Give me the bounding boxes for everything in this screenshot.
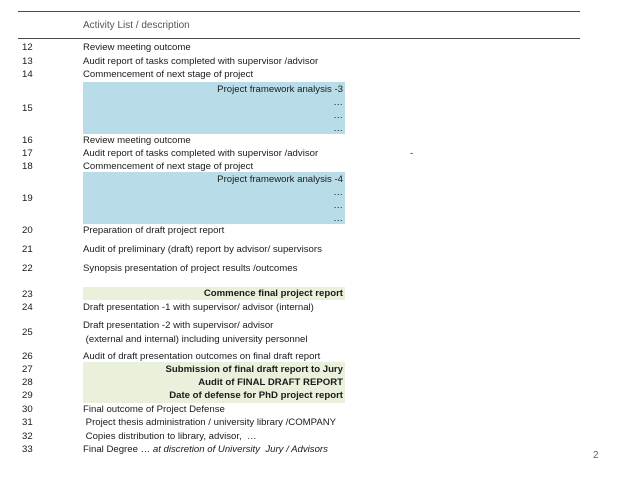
- item-number: 29: [22, 390, 33, 401]
- item-line: …: [333, 200, 343, 211]
- item-number: 30: [22, 404, 33, 415]
- item-number: 19: [22, 193, 33, 204]
- item-number: 21: [22, 244, 33, 255]
- item-extra: -: [410, 148, 414, 159]
- item-number: 25: [22, 327, 33, 338]
- item-text: Submission of final draft report to Jury: [165, 364, 343, 375]
- highlight-block-27-29: [83, 362, 345, 403]
- item-text: Synopsis presentation of project results /outcomes: [83, 263, 298, 274]
- item-line: …: [333, 187, 343, 198]
- item-number: 13: [22, 56, 33, 67]
- item-line: …: [333, 123, 343, 134]
- item-text: Audit report of tasks completed with supervisor /advisor: [83, 56, 319, 67]
- item-number: 14: [22, 69, 33, 80]
- item-text: Audit of FINAL DRAFT REPORT: [198, 377, 343, 388]
- item-text: Project thesis administration / university library /COMPANY: [83, 417, 337, 428]
- highlight-block-19: [83, 172, 345, 224]
- item-number: 31: [22, 417, 33, 428]
- item-text: Audit of draft presentation outcomes on final draft report: [83, 351, 321, 362]
- item-number: 27: [22, 364, 33, 375]
- item-number: 33: [22, 444, 33, 455]
- item-text: Copies distribution to library, advisor, …: [83, 431, 257, 442]
- item-number: 32: [22, 431, 33, 442]
- item-text: Draft presentation -2 with supervisor/ advisor: [83, 320, 274, 331]
- item-text: [83, 445, 328, 455]
- item-number: 15: [22, 103, 33, 114]
- item-number: 22: [22, 263, 33, 274]
- item-line: …: [333, 97, 343, 108]
- item-text: Final outcome of Project Defense: [83, 404, 225, 415]
- item-number: 20: [22, 225, 33, 236]
- item-text: Audit report of tasks completed with supervisor /advisor: [83, 148, 319, 159]
- item-text: Review meeting outcome: [83, 135, 191, 146]
- item-number: 24: [22, 302, 33, 313]
- item-line: Project framework analysis -3: [217, 84, 343, 95]
- page-number: 2: [593, 450, 599, 461]
- item-line: Project framework analysis -4: [217, 174, 343, 185]
- item-line: …: [333, 213, 343, 224]
- item-text: (external and internal) including university personnel: [83, 334, 308, 345]
- item-text-italic: at discretion of University Jury / Advisors: [150, 444, 328, 455]
- item-text: Draft presentation -1 with supervisor/ advisor (internal): [83, 302, 314, 313]
- item-text-plain: Final Degree …: [83, 444, 151, 455]
- item-number: 26: [22, 351, 33, 362]
- item-text: Commencement of next stage of project: [83, 69, 254, 80]
- item-text: Audit of preliminary (draft) report by advisor/ supervisors: [83, 244, 322, 255]
- highlight-block-23: [83, 287, 345, 300]
- item-text: Review meeting outcome: [83, 42, 191, 53]
- item-text: Commence final project report: [203, 288, 343, 299]
- item-text: Date of defense for PhD project report: [169, 390, 343, 401]
- item-number: 18: [22, 161, 33, 172]
- item-number: 17: [22, 148, 33, 159]
- item-number: 23: [22, 289, 33, 300]
- item-text: Preparation of draft project report: [83, 225, 225, 236]
- table-header: Activity List / description: [83, 20, 190, 31]
- item-line: …: [333, 110, 343, 121]
- item-number: 16: [22, 135, 33, 146]
- item-text: Commencement of next stage of project: [83, 161, 254, 172]
- highlight-block-15: [83, 82, 345, 134]
- item-number: 12: [22, 42, 33, 53]
- item-number: 28: [22, 377, 33, 388]
